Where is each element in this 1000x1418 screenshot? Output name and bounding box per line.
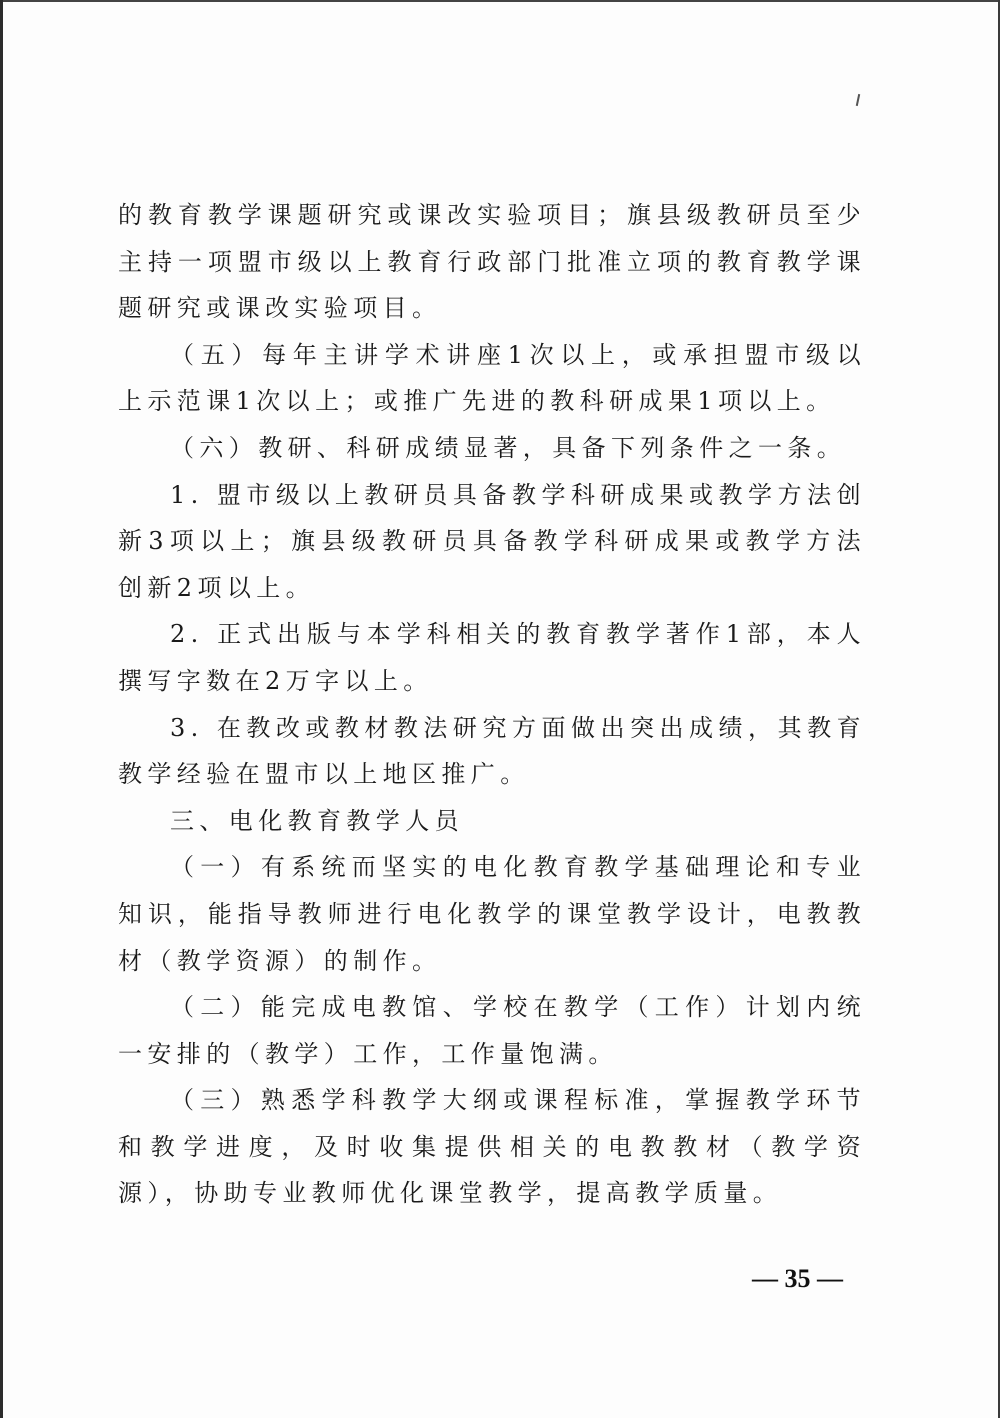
scan-edge-top	[0, 0, 1000, 2]
paragraph-9: （二）能完成电教馆、学校在教学（工作）计划内统一安排的（教学）工作，工作量饱满。	[118, 993, 866, 1068]
paragraph-1: 的教育教学课题研究或课改实验项目；旗县级教研员至少主持一项盟市级以上教育行政部门批准立项的教育教学课题研究或课改实验项目。	[118, 201, 866, 323]
paragraph-4: 1. 盟市级以上教研员具备教学科研成果或教学方法创新3项以上；旗县级教研员具备教学科研成果或教学方法创新2项以上。	[118, 480, 866, 602]
page-number: — 35 —	[752, 1264, 843, 1293]
paragraph-2: （五）每年主讲学术讲座1次以上，或承担盟市级以上示范课1次以上；或推广先进的教科研成果1项以上。	[118, 340, 866, 416]
paragraph-10: （三）熟悉学科教学大纲或课程标准，掌握教学环节和教学进度，及时收集提供相关的电教教材（教学资源），协助专业教师优化课堂教学，提高教学质量。	[118, 1086, 866, 1208]
document-body	[118, 192, 866, 1217]
paragraph-6: 3. 在教改或教材教法研究方面做出突出成绩，其教育教学经验在盟市以上地区推广。	[118, 713, 866, 789]
stray-pen-mark	[856, 94, 860, 106]
paragraph-3: （六）教研、科研成绩显著，具备下列条件之一条。	[170, 433, 847, 462]
paragraph-5: 2. 正式出版与本学科相关的教育教学著作1部，本人撰写字数在2万字以上。	[118, 620, 866, 695]
section-heading: 三、电化教育教学人员	[170, 806, 464, 835]
paragraph-8: （一）有系统而坚实的电化教育教学基础理论和专业知识，能指导教师进行电化教学的课堂教学设计，电教教材（教学资源）的制作。	[118, 853, 866, 975]
scan-edge-left	[0, 0, 3, 1418]
